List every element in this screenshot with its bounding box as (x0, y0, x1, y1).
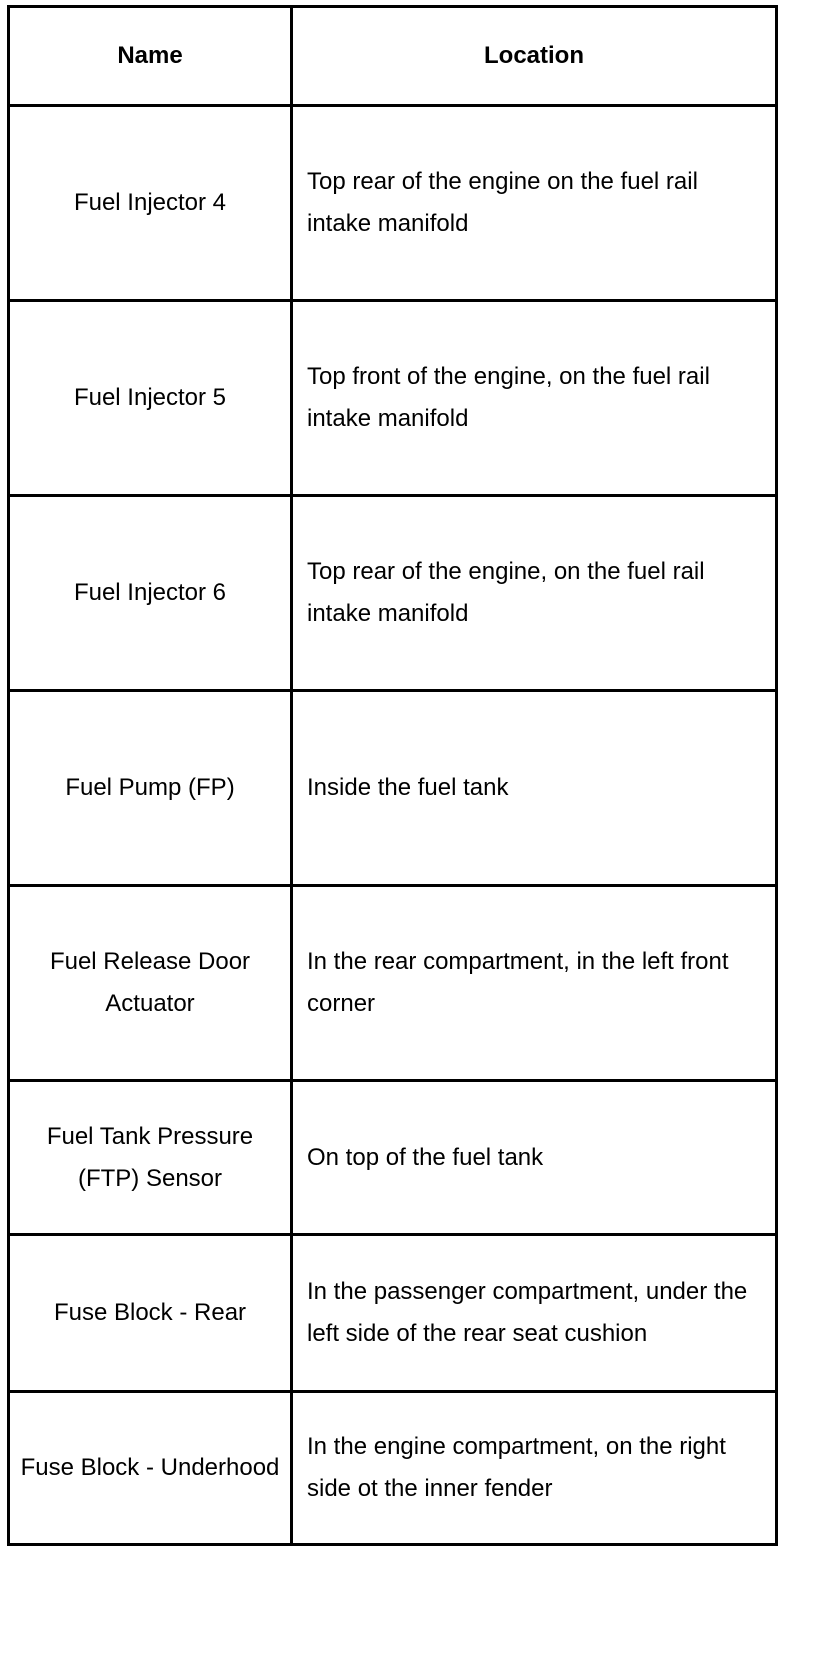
table-row (9, 691, 777, 886)
table-row (9, 886, 777, 1081)
component-name-cell: Fuel Tank Pressure (FTP) Sensor (9, 1081, 292, 1235)
component-name-cell: Fuel Release Door Actuator (9, 886, 292, 1081)
location-column-header: Location (292, 7, 777, 106)
component-location-cell: In the rear compartment, in the left front corner (292, 886, 777, 1081)
component-location-table (7, 5, 778, 1546)
component-location-cell: Top front of the engine, on the fuel rail intake manifold (292, 301, 777, 496)
table-row (9, 301, 777, 496)
component-name-cell: Fuel Injector 4 (9, 106, 292, 301)
component-location-cell: On top of the fuel tank (292, 1081, 777, 1235)
table-row (9, 1235, 777, 1392)
header-row (9, 7, 777, 106)
component-location-cell: In the passenger compartment, under the left side of the rear seat cushion (292, 1235, 777, 1392)
component-name-cell: Fuse Block - Rear (9, 1235, 292, 1392)
component-name-cell: Fuel Pump (FP) (9, 691, 292, 886)
name-column-header: Name (9, 7, 292, 106)
table-row (9, 106, 777, 301)
table-row (9, 1392, 777, 1545)
component-name-cell: Fuel Injector 5 (9, 301, 292, 496)
component-location-cell: Inside the fuel tank (292, 691, 777, 886)
component-name-cell: Fuse Block - Underhood (9, 1392, 292, 1545)
table-row (9, 1081, 777, 1235)
component-location-cell: In the engine compartment, on the right side ot the inner fender (292, 1392, 777, 1545)
table-row (9, 496, 777, 691)
component-location-cell: Top rear of the engine, on the fuel rail intake manifold (292, 496, 777, 691)
component-location-cell: Top rear of the engine on the fuel rail intake manifold (292, 106, 777, 301)
component-name-cell: Fuel Injector 6 (9, 496, 292, 691)
